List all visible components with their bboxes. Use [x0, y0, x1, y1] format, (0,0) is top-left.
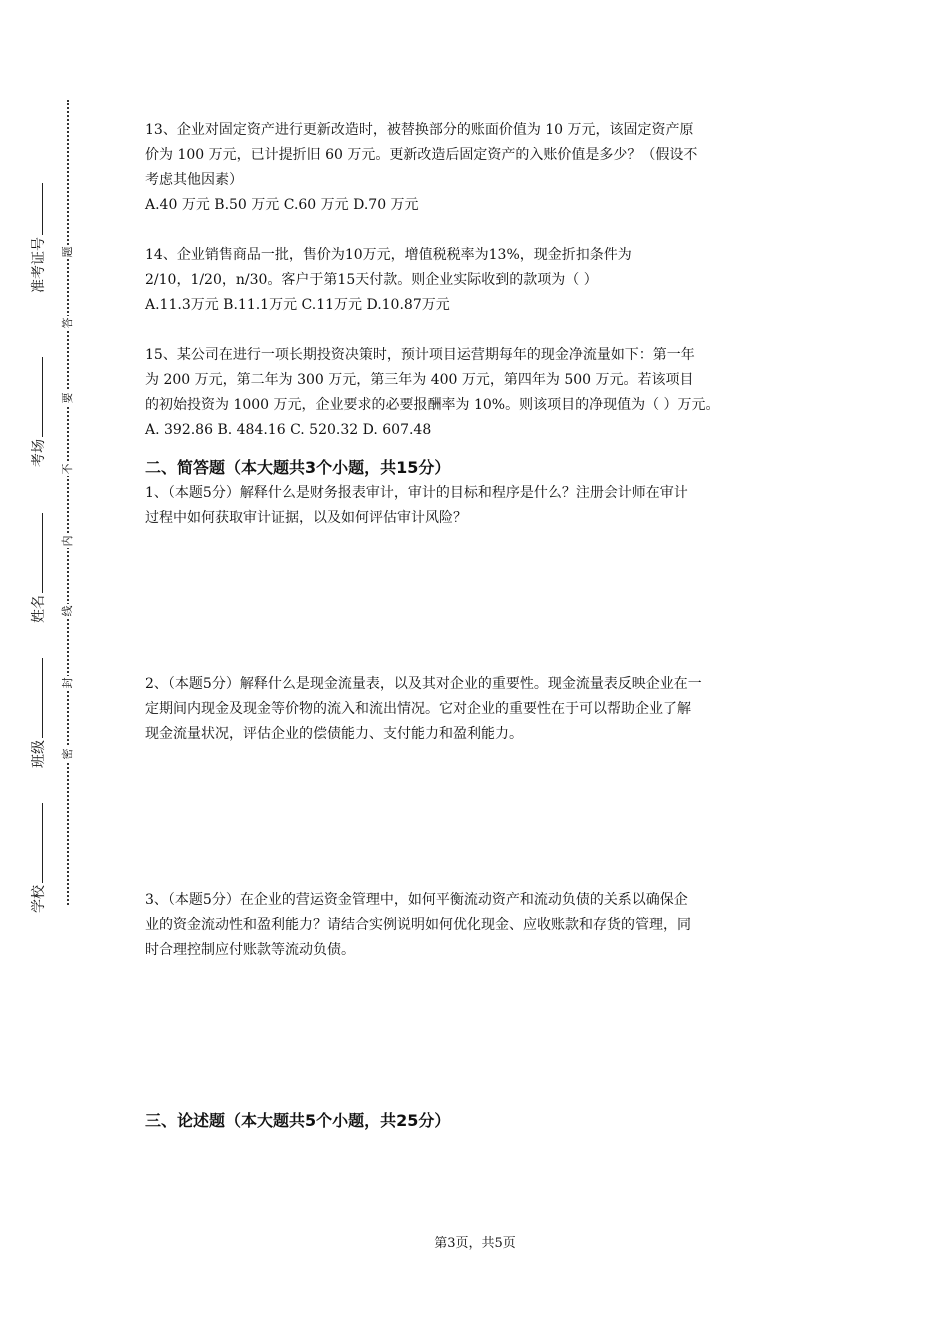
short-answer-1: [145, 481, 825, 531]
question-text: 的初始投资为 1000 万元，企业要求的必要报酬率为 10%。则该项目的净现值为（ ）万元。: [145, 397, 720, 413]
question-text: 2、（本题5分）解释什么是现金流量表，以及其对企业的重要性。现金流量表反映企业在一: [145, 676, 702, 692]
field-label: 姓名: [31, 595, 47, 623]
question-text: 业的资金流动性和盈利能力？请结合实例说明如何优化现金、应收账款和存货的管理，同: [145, 917, 691, 933]
question-14: [145, 243, 825, 318]
answer-space: [145, 747, 825, 888]
question-15: [145, 343, 825, 443]
question-options: A. 392.86 B. 484.16 C. 520.32 D. 607.48: [145, 422, 432, 438]
question-text: 1、（本题5分）解释什么是财务报表审计，审计的目标和程序是什么？注册会计师在审计: [145, 485, 688, 501]
question-text: 3、（本题5分）在企业的营运资金管理中，如何平衡流动资产和流动负债的关系以确保企: [145, 892, 688, 908]
fill-line: [41, 357, 43, 437]
fill-line: [41, 183, 43, 235]
short-answer-2: [145, 672, 825, 747]
question-text: 价为 100 万元，已计提折旧 60 万元。更新改造后固定资产的入账价值是多少？（假设不: [145, 147, 698, 163]
question-text: 现金流量状况，评估企业的偿债能力、支付能力和盈利能力。: [145, 726, 523, 742]
answer-space: [145, 963, 825, 1108]
field-exam-number: [28, 183, 48, 293]
question-options: A.40 万元 B.50 万元 C.60 万元 D.70 万元: [145, 197, 419, 213]
question-text: 时合理控制应付账款等流动负债。: [145, 942, 355, 958]
question-text: 13、企业对固定资产进行更新改造时，被替换部分的账面价值为 10 万元，该固定资产原: [145, 122, 694, 138]
short-answer-3: [145, 888, 825, 963]
field-school: [28, 803, 48, 913]
field-exam-room: [28, 357, 48, 467]
section-title: 三、论述题（本大题共5个小题，共25分）: [145, 1111, 451, 1130]
fill-line: [41, 803, 43, 883]
field-label: 准考证号: [31, 237, 47, 293]
seal-char: 题: [61, 246, 74, 258]
field-class: [28, 658, 48, 768]
seal-dotted-line: [67, 100, 69, 905]
seal-char: 密: [61, 748, 74, 760]
fill-line: [41, 513, 43, 593]
seal-char: 答: [61, 317, 74, 329]
field-label: 班级: [31, 740, 47, 768]
answer-space: [145, 531, 825, 672]
question-text: 考虑其他因素）: [145, 172, 243, 188]
question-text: 15、某公司在进行一项长期投资决策时，预计项目运营期每年的现金净流量如下：第一年: [145, 347, 695, 363]
field-label: 考场: [31, 439, 47, 467]
question-text: 14、企业销售商品一批，售价为10万元，增值税税率为13%，现金折扣条件为: [145, 247, 632, 263]
seal-char: 线: [61, 605, 74, 617]
field-name: [28, 513, 48, 623]
question-text: 为 200 万元，第二年为 300 万元，第三年为 400 万元，第四年为 500 万元。若该项目: [145, 372, 694, 388]
question-text: 2/10，1/20，n/30。客户于第15天付款。则企业实际收到的款项为（ ）: [145, 272, 598, 288]
seal-char: 要: [61, 392, 74, 404]
section-title: 二、简答题（本大题共3个小题，共15分）: [145, 458, 451, 477]
seal-char: 内: [61, 535, 74, 547]
fill-line: [41, 658, 43, 738]
question-options: A.11.3万元 B.11.1万元 C.11万元 D.10.87万元: [145, 297, 450, 313]
question-text: 过程中如何获取审计证据，以及如何评估审计风险？: [145, 510, 467, 526]
seal-char: 不: [61, 463, 74, 475]
page-footer: 第3页，共5页: [434, 1236, 516, 1251]
exam-content: [145, 118, 825, 1134]
seal-char: 封: [61, 677, 74, 689]
question-text: 定期间内现金及现金等价物的流入和流出情况。它对企业的重要性在于可以帮助企业了解: [145, 701, 691, 717]
question-13: [145, 118, 825, 218]
field-label: 学校: [31, 885, 47, 913]
